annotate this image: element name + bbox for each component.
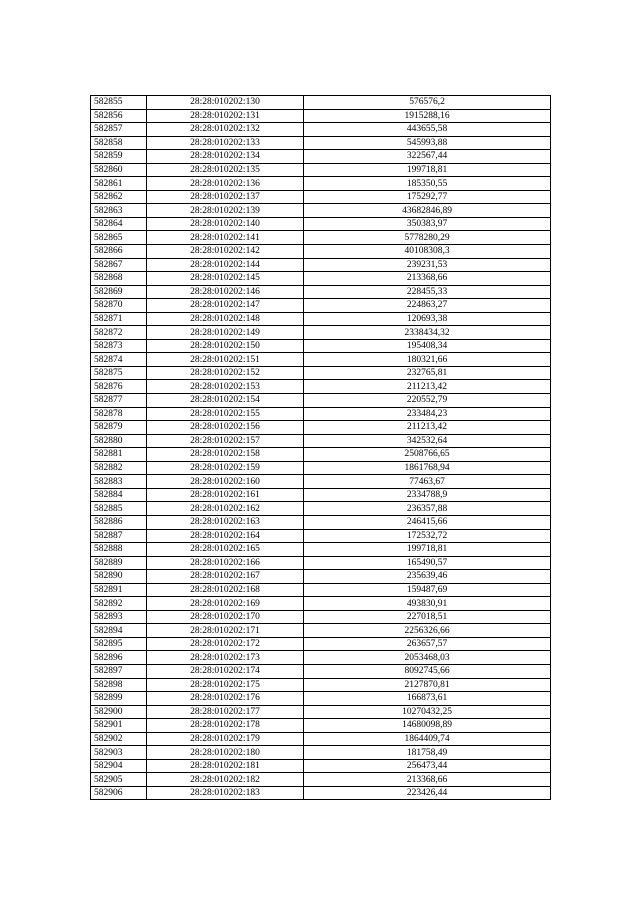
cadastral-number-cell: 28:28:010202:158 <box>147 448 304 462</box>
row-id-cell: 582880 <box>91 434 147 448</box>
cadastral-number-cell: 28:28:010202:165 <box>147 543 304 557</box>
table-row <box>91 258 551 272</box>
row-id-cell: 582879 <box>91 421 147 435</box>
cadastral-value-cell: 199718,81 <box>304 163 551 177</box>
row-id-cell: 582894 <box>91 624 147 638</box>
table-row <box>91 664 551 678</box>
cadastral-number-cell: 28:28:010202:140 <box>147 217 304 231</box>
cadastral-number-cell: 28:28:010202:134 <box>147 150 304 164</box>
cadastral-value-cell: 159487,69 <box>304 583 551 597</box>
row-id-cell: 582866 <box>91 245 147 259</box>
row-id-cell: 582876 <box>91 380 147 394</box>
cadastral-number-cell: 28:28:010202:147 <box>147 299 304 313</box>
cadastral-number-cell: 28:28:010202:139 <box>147 204 304 218</box>
cadastral-number-cell: 28:28:010202:145 <box>147 272 304 286</box>
cadastral-value-cell: 185350,55 <box>304 177 551 191</box>
table-row <box>91 597 551 611</box>
cadastral-value-cell: 2127870,81 <box>304 678 551 692</box>
cadastral-number-cell: 28:28:010202:168 <box>147 583 304 597</box>
table-row <box>91 529 551 543</box>
cadastral-value-cell: 213368,66 <box>304 773 551 787</box>
cadastral-number-cell: 28:28:010202:150 <box>147 339 304 353</box>
cadastral-number-cell: 28:28:010202:142 <box>147 245 304 259</box>
row-id-cell: 582862 <box>91 190 147 204</box>
table-row <box>91 515 551 529</box>
row-id-cell: 582863 <box>91 204 147 218</box>
row-id-cell: 582865 <box>91 231 147 245</box>
cadastral-number-cell: 28:28:010202:152 <box>147 366 304 380</box>
row-id-cell: 582899 <box>91 692 147 706</box>
table-row <box>91 177 551 191</box>
cadastral-number-cell: 28:28:010202:135 <box>147 163 304 177</box>
row-id-cell: 582856 <box>91 109 147 123</box>
table-row <box>91 786 551 800</box>
table-row <box>91 272 551 286</box>
row-id-cell: 582887 <box>91 529 147 543</box>
cadastral-value-cell: 236357,88 <box>304 502 551 516</box>
row-id-cell: 582902 <box>91 732 147 746</box>
cadastral-value-cell: 211213,42 <box>304 380 551 394</box>
row-id-cell: 582860 <box>91 163 147 177</box>
table-row <box>91 245 551 259</box>
cadastral-number-cell: 28:28:010202:171 <box>147 624 304 638</box>
row-id-cell: 582885 <box>91 502 147 516</box>
cadastral-value-cell: 211213,42 <box>304 421 551 435</box>
table-row <box>91 312 551 326</box>
cadastral-value-cell: 263657,57 <box>304 637 551 651</box>
table-row <box>91 651 551 665</box>
table-row <box>91 461 551 475</box>
table-row <box>91 475 551 489</box>
cadastral-value-cell: 10270432,25 <box>304 705 551 719</box>
table-row <box>91 705 551 719</box>
table-row <box>91 123 551 137</box>
table-row <box>91 610 551 624</box>
cadastral-number-cell: 28:28:010202:131 <box>147 109 304 123</box>
cadastral-value-cell: 322567,44 <box>304 150 551 164</box>
cadastral-number-cell: 28:28:010202:176 <box>147 692 304 706</box>
cadastral-number-cell: 28:28:010202:173 <box>147 651 304 665</box>
cadastral-value-cell: 1864409,74 <box>304 732 551 746</box>
cadastral-value-cell: 181758,49 <box>304 746 551 760</box>
cadastral-value-cell: 77463,67 <box>304 475 551 489</box>
cadastral-value-cell: 120693,38 <box>304 312 551 326</box>
table-row <box>91 366 551 380</box>
cadastral-value-cell: 1861768,94 <box>304 461 551 475</box>
cadastral-number-cell: 28:28:010202:157 <box>147 434 304 448</box>
row-id-cell: 582875 <box>91 366 147 380</box>
cadastral-number-cell: 28:28:010202:164 <box>147 529 304 543</box>
table-row <box>91 570 551 584</box>
cadastral-number-cell: 28:28:010202:177 <box>147 705 304 719</box>
cadastral-number-cell: 28:28:010202:155 <box>147 407 304 421</box>
table-row <box>91 353 551 367</box>
cadastral-number-cell: 28:28:010202:144 <box>147 258 304 272</box>
row-id-cell: 582877 <box>91 394 147 408</box>
cadastral-value-cell: 195408,34 <box>304 339 551 353</box>
table-row <box>91 326 551 340</box>
table-row <box>91 339 551 353</box>
cadastral-number-cell: 28:28:010202:172 <box>147 637 304 651</box>
cadastral-number-cell: 28:28:010202:133 <box>147 136 304 150</box>
cadastral-value-cell: 213368,66 <box>304 272 551 286</box>
row-id-cell: 582890 <box>91 570 147 584</box>
table-row <box>91 759 551 773</box>
table-row <box>91 190 551 204</box>
row-id-cell: 582891 <box>91 583 147 597</box>
cadastral-number-cell: 28:28:010202:170 <box>147 610 304 624</box>
cadastral-number-cell: 28:28:010202:160 <box>147 475 304 489</box>
row-id-cell: 582889 <box>91 556 147 570</box>
cadastral-number-cell: 28:28:010202:175 <box>147 678 304 692</box>
cadastral-value-cell: 180321,66 <box>304 353 551 367</box>
cadastral-number-cell: 28:28:010202:141 <box>147 231 304 245</box>
cadastral-value-cell: 5778280,29 <box>304 231 551 245</box>
table-row <box>91 583 551 597</box>
cadastral-value-cell: 256473,44 <box>304 759 551 773</box>
cadastral-number-cell: 28:28:010202:179 <box>147 732 304 746</box>
table-row <box>91 150 551 164</box>
table-row <box>91 421 551 435</box>
table-row <box>91 637 551 651</box>
row-id-cell: 582867 <box>91 258 147 272</box>
table-row <box>91 96 551 110</box>
table-row <box>91 678 551 692</box>
cadastral-value-cell: 350383,97 <box>304 217 551 231</box>
cadastral-value-cell: 43682846,89 <box>304 204 551 218</box>
cadastral-number-cell: 28:28:010202:130 <box>147 96 304 110</box>
cadastral-number-cell: 28:28:010202:156 <box>147 421 304 435</box>
cadastral-value-cell: 493830,91 <box>304 597 551 611</box>
row-id-cell: 582858 <box>91 136 147 150</box>
cadastral-number-cell: 28:28:010202:163 <box>147 515 304 529</box>
cadastral-value-cell: 227018,51 <box>304 610 551 624</box>
cadastral-value-cell: 576576,2 <box>304 96 551 110</box>
table-row <box>91 732 551 746</box>
row-id-cell: 582884 <box>91 488 147 502</box>
table-row <box>91 448 551 462</box>
cadastral-value-cell: 235639,46 <box>304 570 551 584</box>
table-row <box>91 502 551 516</box>
cadastral-value-cell: 1915288,16 <box>304 109 551 123</box>
cadastral-number-cell: 28:28:010202:166 <box>147 556 304 570</box>
table-row <box>91 163 551 177</box>
table-row <box>91 434 551 448</box>
cadastral-number-cell: 28:28:010202:154 <box>147 394 304 408</box>
cadastral-value-cell: 2508766,65 <box>304 448 551 462</box>
cadastral-value-cell: 40108308,3 <box>304 245 551 259</box>
row-id-cell: 582896 <box>91 651 147 665</box>
row-id-cell: 582878 <box>91 407 147 421</box>
row-id-cell: 582906 <box>91 786 147 800</box>
row-id-cell: 582873 <box>91 339 147 353</box>
cadastral-value-cell: 8092745,66 <box>304 664 551 678</box>
row-id-cell: 582897 <box>91 664 147 678</box>
row-id-cell: 582901 <box>91 719 147 733</box>
cadastral-number-cell: 28:28:010202:161 <box>147 488 304 502</box>
cadastral-value-cell: 233484,23 <box>304 407 551 421</box>
row-id-cell: 582883 <box>91 475 147 489</box>
row-id-cell: 582864 <box>91 217 147 231</box>
cadastral-value-cell: 220552,79 <box>304 394 551 408</box>
cadastral-number-cell: 28:28:010202:182 <box>147 773 304 787</box>
table-row <box>91 407 551 421</box>
cadastral-number-cell: 28:28:010202:149 <box>147 326 304 340</box>
cadastral-value-cell: 2256326,66 <box>304 624 551 638</box>
cadastral-value-cell: 239231,53 <box>304 258 551 272</box>
cadastral-value-cell: 14680098,89 <box>304 719 551 733</box>
cadastral-number-cell: 28:28:010202:174 <box>147 664 304 678</box>
table-row <box>91 380 551 394</box>
table-row <box>91 488 551 502</box>
cadastral-number-cell: 28:28:010202:181 <box>147 759 304 773</box>
cadastral-value-cell: 172532,72 <box>304 529 551 543</box>
cadastral-number-cell: 28:28:010202:153 <box>147 380 304 394</box>
cadastral-number-cell: 28:28:010202:132 <box>147 123 304 137</box>
table-row <box>91 285 551 299</box>
cadastral-number-cell: 28:28:010202:180 <box>147 746 304 760</box>
row-id-cell: 582872 <box>91 326 147 340</box>
cadastral-number-cell: 28:28:010202:169 <box>147 597 304 611</box>
cadastral-value-cell: 2334788,9 <box>304 488 551 502</box>
cadastral-number-cell: 28:28:010202:151 <box>147 353 304 367</box>
table-row <box>91 109 551 123</box>
table-row <box>91 624 551 638</box>
cadastral-number-cell: 28:28:010202:167 <box>147 570 304 584</box>
table-row <box>91 773 551 787</box>
cadastral-value-cell: 246415,66 <box>304 515 551 529</box>
table-row <box>91 692 551 706</box>
row-id-cell: 582871 <box>91 312 147 326</box>
row-id-cell: 582855 <box>91 96 147 110</box>
table-row <box>91 204 551 218</box>
row-id-cell: 582874 <box>91 353 147 367</box>
table-row <box>91 299 551 313</box>
row-id-cell: 582895 <box>91 637 147 651</box>
cadastral-value-cell: 228455,33 <box>304 285 551 299</box>
cadastral-value-cell: 232765,81 <box>304 366 551 380</box>
cadastral-value-cell: 175292,77 <box>304 190 551 204</box>
row-id-cell: 582886 <box>91 515 147 529</box>
row-id-cell: 582868 <box>91 272 147 286</box>
cadastral-number-cell: 28:28:010202:136 <box>147 177 304 191</box>
cadastral-value-cell: 199718,81 <box>304 543 551 557</box>
cadastral-number-cell: 28:28:010202:146 <box>147 285 304 299</box>
table-row <box>91 543 551 557</box>
row-id-cell: 582893 <box>91 610 147 624</box>
row-id-cell: 582857 <box>91 123 147 137</box>
table-row <box>91 394 551 408</box>
cadastral-value-cell: 545993,88 <box>304 136 551 150</box>
row-id-cell: 582904 <box>91 759 147 773</box>
cadastral-number-cell: 28:28:010202:148 <box>147 312 304 326</box>
row-id-cell: 582859 <box>91 150 147 164</box>
row-id-cell: 582861 <box>91 177 147 191</box>
table-row <box>91 217 551 231</box>
cadastral-value-table <box>90 95 551 800</box>
row-id-cell: 582898 <box>91 678 147 692</box>
table-row <box>91 556 551 570</box>
cadastral-value-cell: 223426,44 <box>304 786 551 800</box>
cadastral-value-cell: 165490,57 <box>304 556 551 570</box>
row-id-cell: 582888 <box>91 543 147 557</box>
table-row <box>91 719 551 733</box>
table-row <box>91 136 551 150</box>
cadastral-number-cell: 28:28:010202:178 <box>147 719 304 733</box>
cadastral-value-cell: 342532,64 <box>304 434 551 448</box>
cadastral-value-cell: 443655,58 <box>304 123 551 137</box>
row-id-cell: 582869 <box>91 285 147 299</box>
row-id-cell: 582892 <box>91 597 147 611</box>
cadastral-value-cell: 2338434,32 <box>304 326 551 340</box>
cadastral-value-cell: 166873,61 <box>304 692 551 706</box>
row-id-cell: 582882 <box>91 461 147 475</box>
row-id-cell: 582900 <box>91 705 147 719</box>
row-id-cell: 582881 <box>91 448 147 462</box>
table-body <box>91 96 551 800</box>
cadastral-value-cell: 2053468,03 <box>304 651 551 665</box>
cadastral-number-cell: 28:28:010202:137 <box>147 190 304 204</box>
table-row <box>91 231 551 245</box>
cadastral-number-cell: 28:28:010202:183 <box>147 786 304 800</box>
table-row <box>91 746 551 760</box>
cadastral-value-cell: 224863,27 <box>304 299 551 313</box>
cadastral-number-cell: 28:28:010202:162 <box>147 502 304 516</box>
row-id-cell: 582903 <box>91 746 147 760</box>
row-id-cell: 582905 <box>91 773 147 787</box>
row-id-cell: 582870 <box>91 299 147 313</box>
cadastral-number-cell: 28:28:010202:159 <box>147 461 304 475</box>
